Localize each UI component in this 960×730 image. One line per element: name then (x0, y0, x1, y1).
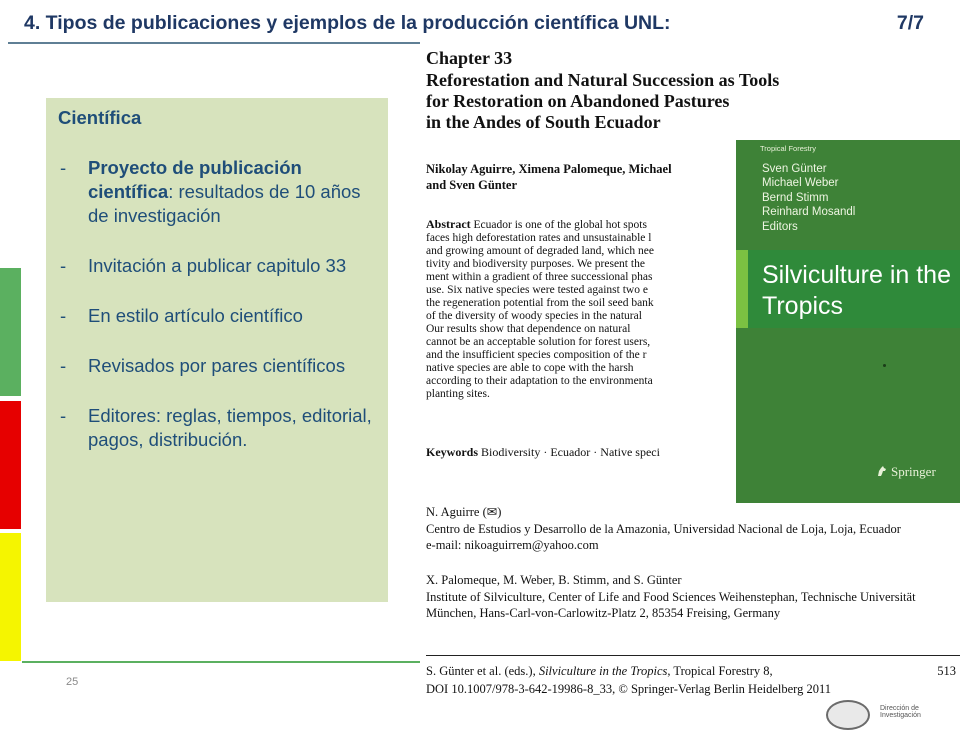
slide-number: 25 (66, 676, 79, 688)
chapter-title-line: in the Andes of South Ecuador (426, 112, 661, 133)
bullet-text: : resultados de 10 años de investigación (88, 181, 361, 227)
chapter-authors (426, 162, 746, 193)
abstract-line: and the insufficient species composition of the r (426, 348, 647, 361)
abstract-line: Our results show that dependence on natural (426, 322, 631, 335)
bullet-dash: - (60, 157, 67, 179)
citation-pre: S. Günter et al. (eds.), (426, 664, 539, 678)
affiliation-line: N. Aguirre (✉) (426, 505, 502, 519)
red-side-bar (0, 401, 21, 529)
bullet-text: Revisados por pares científicos (88, 355, 346, 377)
bullet-dash: - (60, 305, 67, 327)
abstract-line: and growing amount of degraded land, which nee (426, 244, 655, 257)
abstract-line: ment within a gradient of three successional phas (426, 270, 653, 283)
book-cover-image (736, 140, 960, 503)
bullet-item (58, 304, 378, 328)
bullet-text: Editores: reglas, tiempos, editorial, pagos, distribución. (88, 405, 372, 451)
bottom-divider (22, 661, 420, 663)
abstract-line: faces high deforestation rates and unsustainable l (426, 231, 652, 244)
keywords-text: Biodiversity · Ecuador · Native speci (481, 445, 660, 459)
abstract-line: Ecuador is one of the global hot spots (470, 219, 647, 231)
abstract-line: cannot be an acceptable solution for forest users, (426, 335, 651, 348)
affiliation-line: Institute of Silviculture, Center of Life and Food Sciences Weihenstephan, Technische Universität (426, 589, 916, 604)
cover-title-line: Tropics (762, 291, 844, 320)
abstract-line: tivity and biodiversity purposes. We present the (426, 257, 645, 270)
abstract-line: planting sites. (426, 387, 490, 400)
bullet-text: En estilo artículo científico (88, 305, 303, 327)
slide-page-count: 7/7 (896, 12, 924, 34)
box-heading: Científica (58, 107, 142, 128)
affiliation-line: e-mail: nikoaguirrem@yahoo.com (426, 538, 599, 552)
abstract-line: the regeneration potential from the soil seed bank (426, 296, 654, 309)
citation-doi: DOI 10.1007/978-3-642-19986-8_33, © Springer-Verlag Berlin Heidelberg 2011 (426, 682, 832, 697)
chapter-title (426, 70, 946, 133)
chapter-abstract (426, 218, 746, 401)
cover-editor: Reinhard Mosandl (762, 206, 856, 219)
yellow-side-bar (0, 533, 21, 661)
bullet-bold-text: Proyecto de publicación científica (88, 157, 302, 203)
cover-title-line: Silviculture in the (762, 261, 951, 289)
slide-title (24, 12, 924, 42)
chapter-citation (426, 662, 960, 698)
cover-dot (883, 364, 886, 367)
slide-title-text: 4. Tipos de publicaciones y ejemplos de la producción científica UNL: (24, 12, 671, 34)
abstract-line: native species are able to cope with the harsh (426, 361, 634, 374)
chapter-title-line: for Restoration on Abandoned Pastures (426, 91, 730, 112)
bullet-item (58, 156, 378, 228)
chapter-keywords (426, 445, 746, 460)
content-box (46, 98, 388, 602)
bullet-item (58, 354, 378, 378)
abstract-line: use. Six native species were tested against two e (426, 283, 648, 296)
abstract-line: of the diversity of woody species in the natural (426, 309, 642, 322)
affiliation-block (426, 504, 901, 554)
chapter-title-line: Reforestation and Natural Succession as Tools (426, 70, 780, 90)
cover-title (762, 260, 951, 321)
keywords-label: Keywords (426, 445, 478, 459)
cover-editors (762, 162, 855, 234)
institution-logo-text: Dirección de Investigación (880, 705, 921, 719)
citation-divider (426, 655, 960, 656)
affiliation-line: München, Hans-Carl-von-Carlowitz-Platz 2, 85354 Freising, Germany (426, 606, 781, 620)
authors-line: and Sven Günter (426, 177, 517, 192)
bullet-text: Invitación a publicar capitulo 33 (88, 255, 347, 277)
cover-publisher (876, 464, 936, 480)
institution-seal-logo (826, 700, 870, 730)
chapter-number: Chapter 33 (426, 48, 513, 68)
bullet-item (58, 404, 378, 452)
affiliation-line: Centro de Estudios y Desarrollo de la Amazonia, Universidad Nacional de Loja, Loja, Ecuador (426, 521, 901, 536)
affiliation-line: X. Palomeque, M. Weber, B. Stimm, and S. Günter (426, 573, 682, 587)
cover-editor: Sven Günter (762, 163, 827, 175)
abstract-line: according to their adaptation to the environmenta (426, 374, 653, 387)
citation-book: Silviculture in the Tropics (538, 664, 668, 678)
cover-band-accent (736, 250, 748, 328)
bullet-dash: - (60, 255, 67, 277)
authors-line: Nikolay Aguirre, Ximena Palomeque, Michael (426, 162, 672, 176)
affiliation-block (426, 572, 960, 622)
springer-horse-icon (876, 465, 888, 477)
cover-editor: Bernd Stimm (762, 191, 829, 204)
cover-editor: Michael Weber (762, 177, 839, 190)
cover-series: Tropical Forestry (760, 144, 816, 153)
chapter-page-number: 513 (937, 664, 956, 678)
bullet-item (58, 254, 378, 278)
abstract-label: Abstract (426, 217, 471, 231)
cover-editor: Editors (762, 220, 798, 233)
citation-post: , Tropical Forestry 8, (667, 664, 773, 678)
cover-publisher-name: Springer (891, 464, 936, 479)
bullet-dash: - (60, 405, 67, 427)
bullet-dash: - (60, 355, 67, 377)
green-side-bar (0, 268, 21, 396)
